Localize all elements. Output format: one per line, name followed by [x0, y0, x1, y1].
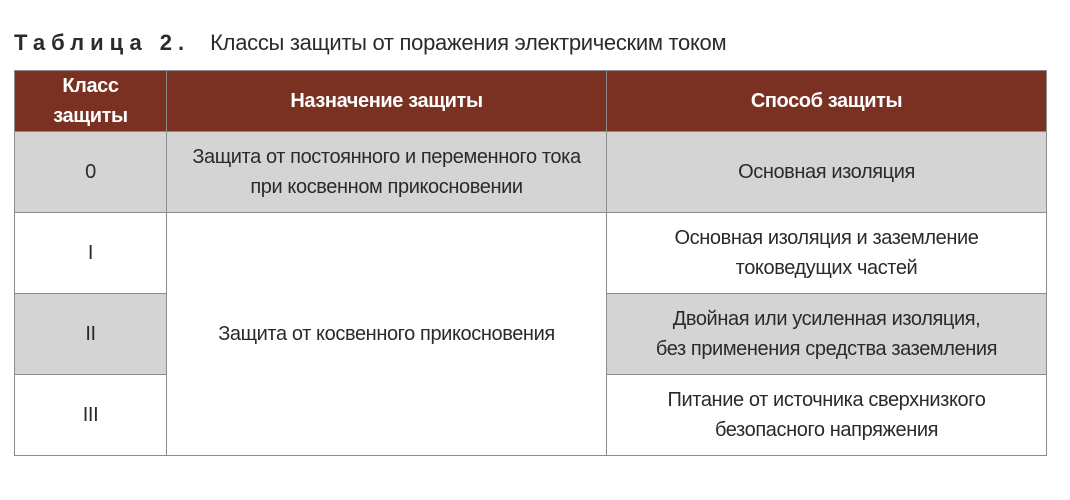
method-line: Основная изоляция	[738, 161, 915, 183]
table-row	[15, 213, 1047, 294]
method-line: без применения средства заземления	[655, 338, 998, 360]
method-cell	[607, 375, 1047, 456]
method-line: токоведущих частей	[735, 257, 918, 279]
class-cell: II	[15, 294, 167, 375]
table-header-row	[15, 71, 1047, 132]
header-class: Класс защиты	[15, 71, 167, 132]
class-cell: 0	[15, 132, 167, 213]
method-cell	[607, 132, 1047, 213]
table-caption	[14, 24, 726, 62]
purpose-line: при косвенном прикосновении	[250, 176, 523, 198]
method-line: безопасного напряжения	[714, 419, 939, 441]
table-row	[15, 132, 1047, 213]
method-line: Основная изоляция и заземление	[674, 227, 979, 249]
method-cell	[607, 294, 1047, 375]
header-purpose: Назначение защиты	[167, 71, 607, 132]
class-cell: I	[15, 213, 167, 294]
purpose-cell	[167, 132, 607, 213]
method-cell	[607, 213, 1047, 294]
caption-title: Классы защиты от поражения электрическим током	[210, 30, 727, 55]
purpose-line: Защита от постоянного и переменного тока	[192, 146, 581, 168]
caption-label: Таблица 2.	[14, 30, 191, 55]
header-method: Способ защиты	[607, 71, 1047, 132]
method-line: Двойная или усиленная изоляция,	[672, 308, 981, 330]
class-cell: III	[15, 375, 167, 456]
merged-purpose-cell: Защита от косвенного прикосновения	[167, 213, 607, 456]
method-line: Питание от источника сверхнизкого	[667, 389, 986, 411]
protection-classes-table	[14, 70, 1047, 456]
